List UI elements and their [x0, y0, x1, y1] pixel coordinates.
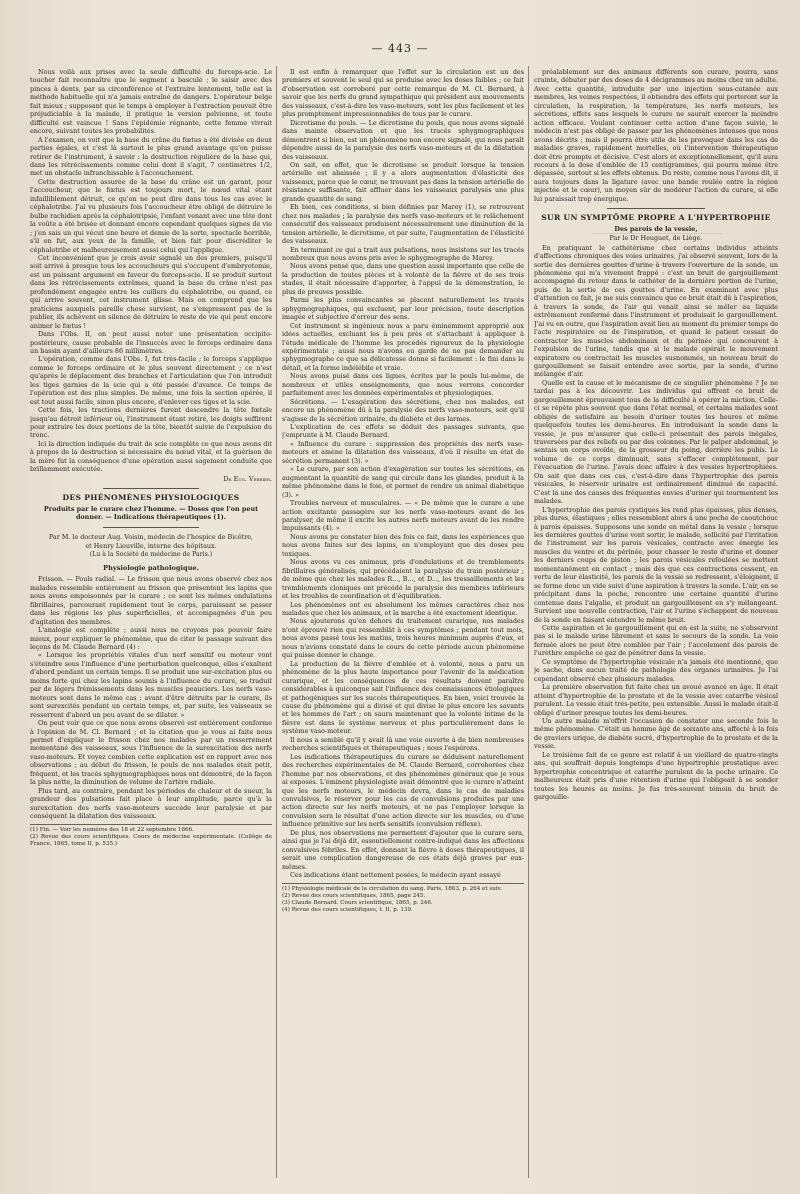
article-subtitle: Produits par le curare chez l'homme. — Doses que l'on peut donner. — Indications thérapeutiques (1). — [43, 504, 259, 522]
section-heading: Physiologie pathologique. — [103, 563, 199, 572]
column-left — [30, 68, 272, 1178]
footnote: (1) Fin. — Voir les numéros des 18 et 22 septembre 1866. — [30, 826, 194, 833]
divider — [103, 527, 200, 528]
paragraph: Nous avons pu constater bien des fois ce fait, dans les expériences que nous avons faites sur des lapins, en n'employant que des doses peu toxiques. — [282, 532, 524, 558]
paragraph: En pratiquant le cathétérisme chez certains individus atteints d'affections chroniques des voies urinaires, j'ai observé souvent, lors de la sortie des dernières gouttes d'urine à travers l'ouverture de la sonde, un phénomène qui m'a vivement frappé : c'est un bruit de gargouillement accompagné du retour dans le cathéter de la dernière portion de l'urine, puis de la sortie de ces gouttes d'urine. En examinant avec plus d'attention ce fait, je me suis convaincu que ce bruit était dû à l'aspiration, à travers la sonde, de l'air qui venait ainsi se mêler au liquide extrêmement renfermé dans l'instrument et produisait le gargouillement. J'ai vu en outre, que l'aspiration avait lieu au moment du premier temps de l'acte respiratoire ou de l'inspiration, et quand le patient cessait de contracter les muscles abdominaux et du périnée qui concourent à l'expulsion de l'urine, tandis que si le malade opérait le mouvement expiratoire ou contractait les muscles susnommés, un nouveau bruit de gargouillement se faisait entendre avec sortie, par la sonde, d'urine mélangée d'air. — [534, 243, 778, 379]
paragraph: Ces indications étant nettement posées, le médecin ayant essayé — [290, 871, 501, 880]
paragraph: Troubles nerveux et musculaires. — « De même que le curare a une action excitante passagère sur les nerfs vaso-moteurs avant de les paralyser, de même il excite les autres nerfs moteurs avant de les rendre impuissants (4). » — [282, 499, 524, 533]
paragraph: Nous voilà aux prises avec la seule difficulté du forceps-scie. Le toucher fait reconnaître que le segment a basculé ; le saisir avec des pinces à dents, par sa circonférence et l'extraire lentement, telle est la méthode habituelle qui n'a jamais entraîné de dangers. L'opérateur belge fait mieux ; supposant que le temps à employer à l'extraction pouvait être préjudiciable à la malade, il pratique la version pelvienne, et toute difficulté est vaincue ! Sans l'épidémie régnante, cette femme vivrait encore, suivant toutes les probabilités. — [30, 68, 272, 136]
footnotes — [282, 883, 524, 914]
paragraph: On peut voir que ce que nous avons observé est entièrement conforme à l'opinion de M. Cl. Bernard ; et la citation que je vous ai faite nous permet d'expliquer le frisson chez nos malades par un resserrement momentané des vaisseaux, sous l'influence de la surexcitation des nerfs vaso-moteurs. Et voyez combien cette explication est en rapport avec nos observations ; au début du frisson, le pouls de nos malades était petit, fréquent, et les tracés sphygmographiques nous ont démontré, de la façon la plus nette, la diminution de volume de l'artère radiale. — [30, 719, 272, 787]
paragraph: L'opération, comme dans l'Obs. I, fut très-facile ; le forceps s'applique comme le forceps ordinaire et le plus souvent directement ; ce n'est qu'après le déplacement des branches et l'articulation que l'on introduit les tiges garnies de la scie qui a été passée d'avance. Ce temps de l'opération est des plus simples. De même, une fois la section opérée, il est tout aussi facile, sinon plus encore, d'enlever ces tiges et la scie. — [30, 355, 272, 406]
column-right — [534, 68, 778, 1178]
divider — [103, 488, 200, 489]
author-line: Par le Dr Heuguet, de Liège. — [609, 234, 703, 243]
article-title: SUR UN SYMPTÔME PROPRE A L'HYPERTROPHIE — [541, 213, 771, 223]
paragraph: Dans l'Obs. II, on peut aussi noter une présentation occipito-postérieure, cause probable de l'insuccès avec le forceps ordinaire dans un bassin ayant d'ailleurs 86 millimètres. — [30, 330, 272, 355]
paragraph: Ce symptôme de l'hypertrophie vésicale n'a jamais été mentionné, que je sache, dans aucun traité de pathologie des organes urinaires. Je l'ai cependant observé chez plusieurs malades. — [534, 657, 778, 683]
paragraph: La production de la fièvre d'emblée et à volonté, nous a paru un phénomène de la plus haute importance pour l'avenir de la médication curarique, et les conséquences de ces résultats doivent paraître considérables à quiconque sait l'influence des connaissances étiologiques et pathogéniques sur les succès thérapeutiques. En bien, voici trouvée la cause du phénomène qui a divisé et qui divise le plus encore les savants et les hommes de l'art ; on saura maintenant que la volonté intime de la fièvre est dans le système nerveux et plus particulièrement dans le système vaso-moteur. — [282, 659, 524, 736]
paragraph: Quelle est la cause et le mécanisme de ce singulier phénomène ? Je ne tardai pas à les découvrir. Les individus qui offrent ce bruit de gargouillement éprouvaient tous de la difficulté à opérer la miction. Celle-ci se répète plus souvent que dans l'état normal, et certains malades sont obligés de satisfaire au besoin d'uriner toutes les heures et même quelquefois toutes les demi-heures. En introduisant la sonde dans la vessie, je pus m'assurer que celle-ci présentait des parois inégales, traversées par des reliefs ou par des colonnes. Par le palper abdominal, je sentais un corps ovoïde, de la grosseur du poing, derrière les pubis. Le volume de ce corps diminuait, sans s'effacer complètement, par l'évacuation de l'urine. J'avais donc affaire à des vessies hypertrophiées. On sait que dans ces cas, c'est-à-dire dans l'hypertrophie des parois vésicales, le réservoir urinaire est ordinairement diminué de capacité. C'est là une des causes des fréquentes envies d'uriner qui tourmentent les malades. — [534, 378, 778, 506]
paragraph: Eh bien, ces conditions, si bien définies par Marey (1), se retrouvent chez nos malades ; la paralysie des nerfs vaso-moteurs et le relâchement consécutif des vaisseaux produisent nécessairement une diminution de la tension artérielle, le dicrotisme, et par suite, l'augmentation de l'élasticité des vaisseaux. — [282, 203, 524, 246]
paragraph: Nous ajouterons qu'en dehors du traitement curarique, nos malades n'ont éprouvé rien qui ressemblât à ces symptômes ; pendant tout mois, nous avons passé tous les matins, trois heures minimum auprès d'eux, et nous n'avions constaté dans le cours de cette période aucun phénomène qui puisse donner le change. — [282, 617, 524, 660]
paragraph: Il nous a semblé qu'il y avait là une voie ouverte à de bien nombreuses recherches scientifiques et thérapeutiques ; nous l'espérons. — [282, 735, 524, 753]
paragraph: Cet instrument si ingénieux nous a paru éminemment approprié aux idées actuelles, excluant les à peu près et s'attachant à appliquer à l'étude médicale de l'homme les procédés rigoureux de la physiologie expérimentale ; aussi nous n'avons eu garde de ne pas demander au sphygmographe ce que sa délicatesse donne si facilement : le fini dans le détail, et la forme indélébile et vraie. — [282, 321, 524, 372]
paragraph: « Lorsque les propriétés vitales d'un nerf sensitif ou moteur vont s'éteindre sous l'influence d'une perturbation quelconque, elles s'exaltent d'abord pendant un certain temps. Il se produit une sur-excitation plus ou moins forte qui chez les lapins soumis à l'influence du curare, se traduit par de légers frémissements dans les muscles peauciers. Les nerfs vaso-moteurs sont dans le même cas : avant d'être détruits par le curare, ils sont surexcités pendant un certain temps, et, par suite, les vaisseaux se resserrent d'abord un peu avant de se dilater. » — [30, 651, 272, 719]
footnote: (1) Physiologie médicale de la circulation du sang. Paris, 1863, p. 264 et suiv. — [282, 885, 502, 892]
paragraph: L'analogie est complète ; aussi nous ne croyons pas pouvoir faire mieux, pour expliquer le phénomène, que de citer le passage suivant des leçons de M. Claude Bernard (4) : — [30, 626, 272, 651]
author-line: et Henry Liouville, interne des hôpitaux. — [85, 542, 217, 551]
author-line: Par M. le docteur Aug. Voisin, médecin de l'hospice de Bicêtre, — [48, 532, 254, 541]
column-rule — [276, 66, 277, 1178]
paragraph: Nous avons puisé dans ces lignes, écrites par le pouls lui-même, de nombreux et utiles enseignements, que nous verrons concorder parfaitement avec les données expérimentales et physiologiques. — [282, 372, 524, 398]
paragraph: Cet inconvénient que je crois avoir signalé un des premiers, puisqu'il soit arrivé à presque tous les accoucheurs qui s'occupent d'embryotomie, est un puissant argument en faveur du forceps-scie. Il se produit surtout dans les rétrécissements extrêmes, quand la base du crâne n'est pas profondément engagée entre les cuillers du céphalotribe, ou quand, ce qui arrive souvent, cet instrument glisse. Mais on comprend que les praticiens auxquels pareille chose survient, ne s'empressent pas de la publier, ils achèvent en silence de détruire le reste de vie qui peut encore animer le fœtus ! — [30, 253, 272, 330]
paragraph: Cette aspiration et le gargouillement qui en est la suite, ne s'observent pas si le malade urine librement et sans le secours de la sonde. La voie fermée alors ne peut être comblée par l'air ; l'accolement des parois de l'urèthre empêche ce gaz de pénétrer dans la vessie. — [534, 624, 778, 658]
paragraph: Ici la direction indiquée du trait de scie complète ce que nous avons dit à propos de la destruction si nécessaire du nœud vital, et la guérison de la mère fut la conséquence d'une opération aussi sagement conduite que brillamment exécutée. — [30, 439, 272, 474]
column-rule — [528, 66, 529, 1178]
paragraph: Il est enfin à remarquer que l'effet sur la circulation est un des premiers et souvent le seul qui se produise avec les doses faibles ; ce fait d'observation est corroboré par cette remarque de M. Cl. Bernard, à savoir que les nerfs du grand sympathique qui président aux mouvements des vaisseaux, c'est-à-dire les vaso-moteurs, sont les plus facilement et les plus promptement impressionnables de tous par le curare. — [282, 68, 524, 119]
paragraph: Sécrétions. — L'exagération des sécrétions, chez nos malades, est encore un phénomène dû à la paralysie des nerfs vaso-moteurs, soit qu'il s'agisse de la sécrétion urinaire, du diabète et des larmes. — [282, 397, 524, 423]
paragraph: « Le curare, par son action d'exagération sur toutes les sécrétions, en augmentant la quantité de sang qui circule dans les glandes, produit à la même phénomène dans le foie, et permet de rendre un animal diabétique (3). » — [282, 465, 524, 499]
footnote: (4) Revue des cours scientifiques, t. II, p. 139. — [282, 906, 413, 913]
paragraph: Dicrotisme du pouls. — Le dicrotisme du pouls, que nous avons signalé dans mainte observation et que les tracés sphygmographiques démontrent si bien, est un phénomène non encore signalé, qui nous paraît dépendre aussi de la paralysie des nerfs vaso-moteurs et de la dilatation des vaisseaux. — [282, 118, 524, 161]
paragraph: Les indications thérapeutiques du curare se déduisent naturellement des recherches expérimentales de M. Claude Bernard, corroborées chez l'homme par nos observations, et des phénomènes généraux que je vous ai exposés. L'éminent physiologiste avait démontré que le curare n'atteint que les nerfs moteurs, le médecin devra, dans le cas de maladies convulsives, le réserver pour les cas de convulsions produites par une action directe sur les nerfs moteurs, et ne pas l'employer lorsque la convulsion sera le résultat d'une action directe sur les muscles, ou d'une influence primitive sur les nerfs sensitifs (convulsion réflexe). — [282, 752, 524, 829]
paragraph: Nous avons pensé que, dans une question aussi importante que celle de la production de toutes pièces et à volonté de la fièvre et de ses trois stades, il était nécessaire d'apporter, à l'appui de la démonstration, le plus de preuves possible. — [282, 262, 524, 296]
paragraph: Un autre malade m'offrit l'occasion de constater une seconde fois le même phénomène. C'était un homme âgé de soixante ans, affecté à la fois de graviers urique, de diabète sucré, d'hypertrophie de la prostate et de la vessie. — [534, 716, 778, 751]
reading-note: (Lu à la Société de médecine de Paris.) — [89, 551, 213, 559]
paragraph: A l'examen, on voit que la base du crâne du fœtus a été divisée en deux parties égales, et c'est là surtout le plus grand avantage qu'on puisse retirer de l'instrument, à savoir : la destruction régulière de la base qui, dans les rétrécissements comme celui dont il s'agit, 7 centimètres 1/2, met un obstacle infranchissable à l'accouchement. — [30, 135, 272, 178]
paragraph: En terminant ce qui a trait aux pulsations, nous insistons sur les tracés nombreux que nous avons pris avec le sphygmographe de Marey. — [282, 245, 524, 262]
footnote: (2) Revue des cours scientifiques, 1865, page 245. — [282, 892, 426, 899]
paragraph: Cette destruction assurée de la base du crâne est un garant, pour l'accoucheur, que le fœtus est toujours mort, le nœud vital étant infailliblement détruit, ce qu'on ne peut dire dans tous les cas avec le céphalotribe. J'ai vu plusieurs fois l'accoucheur être obligé de détruire le bulbe rachidien après la céphalotripsie, l'enfant venant avec une tête dont la voûte a été brisée et donnant encore cependant quelques signes de vie ; j'en sais un qui vécut une heure et demie de la sorte, spectacle horrible, s'il en fut, aux yeux de la famille, et bien fait pour discréditer le céphalotribe et malheureusement aussi celui qui l'applique. — [30, 177, 272, 254]
signature: Dr Eug. Verrier. — [223, 474, 272, 483]
article-title: DES PHÉNOMÈNES PHYSIOLOGIQUES — [62, 493, 240, 503]
footnote: (2) Revue des cours scientifiques. Cours de médecine expérimentale. (Collège de France, 1865, tome II, p. 535.) — [30, 833, 272, 847]
paragraph: L'hypertrophie des parois cystiques les rend plus épaisses, plus denses, plus dures, élastiques ; elles ressemblent alors à une poche de caoutchouc à parois épaisses. Supposons une sonde en métal dans la vessie ; lorsque les dernières gouttes d'urine vont sortir, le malade, sollicité par l'irritation de l'instrument sur les parois vésicales, contracte avec énergie les muscles du ventre et du périnée, pour chasser le reste d'urine et donner les derniers coups de piston ; les parois vésicales refoulées se mettent momentanément en contact ; mais dès que ces contractions cessent, en vertu de leur élasticité, les parois de la vessie se redressent, s'éloignent, il se forme donc un vide suivi d'une aspiration à travers la sonde. L'air, en se précipitant dans la poche, rencontre une certaine quantité d'urine contenue dans l'algalie, et produit un gargouillement en s'y mélangeant. Survient une nouvelle contraction, l'air et l'urine s'échappent de nouveau de la sonde en faisant entendre le même bruit. — [534, 505, 778, 624]
divider — [607, 208, 705, 209]
footnote: (3) Claude Bernard. Cours scientifique, 1865, p. 246. — [282, 899, 433, 906]
column-middle — [282, 68, 524, 1178]
paragraph: La première observation fut faite chez un avoué avancé en âge. Il était atteint d'hypertrophie de la prostate et de la vessie avec catarrhe vésical purulent. La vessie était très-petite, peu extensible. Aussi le malade était-il obligé d'uriner presque toutes les demi-heures. — [534, 683, 778, 717]
paragraph: préalablement sur des animaux différents son curare, pourra, sans crainte, débuter par des doses de 4 décigrammes au moins chez un adulte. Avec cette quantité, introduite par une injection sous-cutanée aux membres, les veines respectées, il obtiendra des effets qui porteront sur la circulation, la respiration, la température, les nerfs moteurs, les sécrétions, effets sans lesquels le curare ne saurait exercer la moindre action efficace. Voulant continuer cette action d'une façon suivie, le médecin n'est pas obligé de passer par les phénomènes intenses que nous avons décrits ; mais il pourra être utile de les provoquer dans les cas de maladies graves, rapidement mortelles, où l'intervention thérapeutique doit être prompte et décisive. C'est alors et exceptionnellement, qu'il aura recours à la dose d'emblée de 15 centigrammes, qui pourra même être dépassée, surtout si les effets obtenus. Du reste, comme nous l'avons dit, il aura toujours dans la ligature (avec une bande roulée entre la région injectée et le cœur), un moyen sûr de modérer l'action du curare, si elle lui paraissait trop énergique. — [534, 68, 778, 203]
article-subtitle: Des parois de la vessie, — [614, 224, 698, 233]
footnotes — [30, 824, 272, 848]
paragraph: Cette fois, les tractions dernières furent descendre la tête fœtale jusqu'au détroit inférieur où, l'instrument étant retiré, les doigts suffirent pour extraire les deux portions de la tête, bientôt suivie de l'expulsion du tronc. — [30, 406, 272, 440]
paragraph: De plus, nos observations me permettent d'ajouter que le curare sera, ainsi que je l'ai déjà dit, essentiellement contre-indiqué dans les affections convulsives fébriles. En effet, donnant la fièvre à doses thérapeutiques, il serait une complication dangereuse de ces états déjà graves par eux-mêmes. — [282, 828, 524, 871]
paragraph: On sait, en effet, que le dicrotisme se produit lorsque la tension artérielle est abaissée ; il y a alors augmentation d'élasticité des vaisseaux, parce que le cœur, ne trouvant pas dans la tension artérielle de résistance suffisante, fait affluer dans les vaisseaux paralysés une plus grande quantité de sang. — [282, 160, 524, 203]
paragraph: Les phénomènes ont eu absolument les mêmes caractères chez nos malades que chez les animaux, et la marche a été exactement identique. — [282, 600, 524, 617]
paragraph: « Influence du curare : suppression des propriétés des nerfs vaso-moteurs et amène la dilatation des vaisseaux, d'où il résulte un état de sécrétion permanent (3). » — [282, 439, 524, 465]
page-number: — 443 — — [371, 42, 429, 55]
paragraph: L'explication de ces effets se déduit des passages suivants, que j'emprunte à M. Claude Bernard. — [282, 423, 524, 440]
paragraph: Le troisième fait de ce genre est relatif à un vieillard de quatre-vingts ans, qui souffrait depuis longtemps d'une hypertrophie prostatique avec hypertrophie concentrique et catarrhe purulent de la poche urinaire. Ce malheureux était pris d'une rétention d'urine qui l'obligeait à se sonder toutes les heures au moins. Je fus très-souvent témoin du bruit de gargouille- — [534, 750, 778, 802]
paragraph: Nous avons vu ces animaux, pris d'ondulations et de tremblements fibrillaires généralisés, qui précédaient la paralysie du train postérieur ; de même que chez les malades R..., B..., et D..., les tressaillements et les tremblements cloniques ont précédé la paralysie des membres inférieurs et les troubles de coordination et d'équilibration. — [282, 558, 524, 601]
paragraph: Parmi les plus convaincantes se placent naturellement les tracés sphygmographiques, qui excluent, par leur précision, toute description imagée et subjective d'erreur des sens. — [282, 296, 524, 322]
paragraph: Plus tard, au contraire, pendant les périodes de chaleur et de sueur, la grandeur des pulsations fait place à leur amplitude, parce qu'à la surexcitation des nerfs vaso-moteurs succède leur paralysie et par conséquent la dilatation des vaisseaux. — [30, 786, 272, 821]
paragraph: Frisson. — Pouls radial. — Le frisson que nous avons observé chez nos malades ressemble entièrement au frisson que présentent les lapins que nous avons empoisonnés par le curare ; ce sont les mêmes ondulations fibrillaires, parcourant rapidement tout le corps, paraissant se passer dans les régions les plus superficielles, et accompagnées d'un peu d'agitation des membres. — [30, 575, 272, 626]
